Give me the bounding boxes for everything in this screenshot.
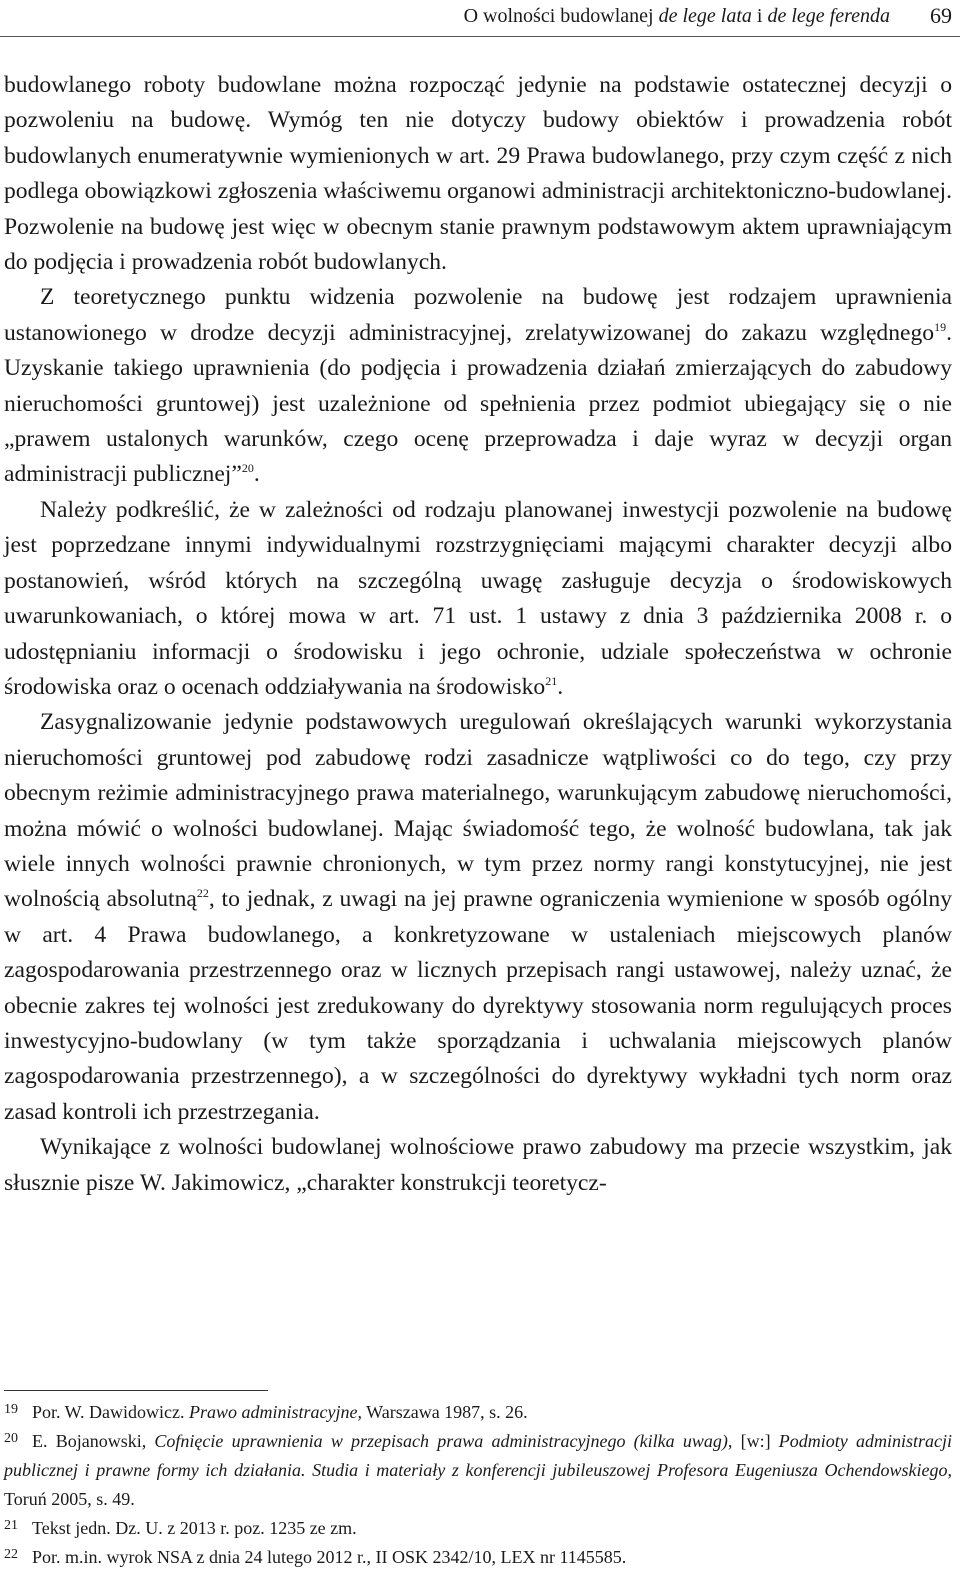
footnote-text: Por. m.in. wyrok NSA z dnia 24 lutego 2012 r., II OSK 2342/10, LEX nr 1145585. <box>32 1547 627 1567</box>
footnote-ref-21[interactable]: 21 <box>545 673 558 688</box>
header-rule <box>0 36 960 37</box>
running-header <box>0 2 960 30</box>
paragraph-text: Należy podkreślić, że w zależności od rodzaju planowanej inwestycji pozwolenie na budowę jest poprzedzane innymi indywidualnymi rozstrzygnięciami mającymi charakter decyzji albo postanowień, wśród których na szczególną uwagę zasługuje decyzja o środowiskowych uwarunkowaniach, o której mowa w art. 71 ust. 1 ustawy z dnia 3 października 2008 r. o udostępnianiu informacji o środowisku i jego ochronie, udziale społeczeństwa w ochronie środowiska oraz o ocenach oddziaływania na środowisko <box>4 496 952 700</box>
running-title-italic: de lege lata <box>658 5 752 27</box>
footnote-text: E. Bojanowski, <box>32 1431 155 1451</box>
footnotes <box>4 1398 952 1572</box>
footnote-title: Podmioty administracji publicznej i prawne formy ich działania. Studia i materiały z konferencji jubileuszowej Profesora Eugeniusza Ochendowskiego <box>4 1431 952 1480</box>
footnote-text: , Warszawa 1987, s. 26. <box>357 1402 528 1422</box>
footnote-21: 21 Tekst jedn. Dz. U. z 2013 r. poz. 1235 ze zm. <box>4 1518 357 1538</box>
running-title-italic: de lege ferenda <box>767 5 890 27</box>
running-title <box>464 2 890 30</box>
footnote-rule <box>4 1390 268 1391</box>
footnote-ref-22[interactable]: 22 <box>196 886 209 901</box>
paragraph-text: . Uzyskanie takiego uprawnienia (do podjęcia i prowadzenia działań zmierzających do zabudowy nieruchomości gruntowej) jest uzależnione od spełnienia przez podmiot ubiegający się o nie „prawem ustalonych warunków, czego ocenę przeprowadza i daje wyraz w decyzji organ administracji publicznej” <box>4 319 952 488</box>
footnote-ref-19[interactable]: 19 <box>934 319 947 334</box>
running-title-part: O wolności budowlanej <box>463 5 654 27</box>
paragraph-3 <box>4 493 952 705</box>
footnote-22: 22 Por. m.in. wyrok NSA z dnia 24 lutego 2012 r., II OSK 2342/10, LEX nr 1145585. <box>4 1547 627 1567</box>
paragraph-text: . <box>557 673 564 700</box>
paragraph-text: . <box>253 461 260 488</box>
paragraph-text: , to jednak, z uwagi na jej prawne ograniczenia wymienione w sposób ogólny w art. 4 Prawa budowlanego, a konkretyzowane w ustaleniach miejscowych planów zagospodarowania przestrzennego oraz w licznych przepisach rangi ustawowej, należy uznać, że obecnie zakres tej wolności jest zredukowany do dyrektywy stosowania norm regulujących proces inwestycyjno-budowlany (w tym także sporządzania i uchwalania miejscowych planów zagospodarowania przestrzennego), a w szczególności do dyrektywy wykładni tych norm oraz zasad kontroli ich przestrzegania. <box>4 886 952 1125</box>
footnote-text: Por. W. Dawidowicz. <box>32 1402 189 1422</box>
paragraph-1: budowlanego roboty budowlane można rozpocząć jedynie na podstawie ostatecznej decyzji o pozwoleniu na budowę. Wymóg ten nie dotyczy budowy obiektów i prowadzenia robót budowlanych enumeratywnie wymienionych w art. 29 Prawa budowlanego, przy czym część z nich podlega obowiązkowi zgłoszenia właściwemu organowi administracji architektoniczno-budowlanej. Pozwolenie na budowę jest więc w obecnym stanie prawnym podstawowym aktem uprawniającym do podjęcia i prowadzenia robót budowlanych. <box>4 72 952 276</box>
paragraph-4 <box>4 705 952 1130</box>
paragraph-5: Wynikające z wolności budowlanej wolnościowe prawo zabudowy ma przecie wszystkim, jak słusznie pisze W. Jakimowicz, „charakter konstrukcji teoretycz- <box>4 1134 952 1196</box>
footnote-20: 20 E. Bojanowski, Cofnięcie uprawnienia w przepisach prawa administracyjnego (kilka uwag), [w:] Podmioty administracji publicznej i prawne formy ich działania. Studia i materiały z konferencji jubileuszowej Profesora Eugeniusza Ochendowskiego, Toruń 2005, s. 49. <box>4 1431 952 1509</box>
main-text <box>4 68 952 1201</box>
paragraph-text: Zasygnalizowanie jedynie podstawowych uregulowań określających warunki wykorzystania nieruchomości gruntowej pod zabudowę rodzi zasadnicze wątpliwości co do tego, czy przy obecnym reżimie administracyjnego prawa materialnego, warunkującym zabudowę nieruchomości, można mówić o wolności budowlanej. Mając świadomość tego, że wolność budowlana, tak jak wiele innych wolności prawnie chronionych, w tym przez normy rangi konstytucyjnej, nie jest wolnością absolutną <box>4 709 952 913</box>
page-number: 69 <box>930 3 952 28</box>
paragraph-text: Z teoretycznego punktu widzenia pozwolenie na budowę jest rodzajem uprawnienia ustanowionego w drodze decyzji administracyjnej, zrelatywizowanej do zakazu względnego <box>4 284 952 346</box>
footnote-title: Prawo administracyjne <box>189 1402 358 1422</box>
footnote-text: , [w:] <box>727 1431 779 1451</box>
running-title-part: i <box>756 5 763 27</box>
footnote-ref-20[interactable]: 20 <box>241 461 254 476</box>
footnote-text: , Toruń 2005, s. 49. <box>4 1460 952 1509</box>
footnote-title: Cofnięcie uprawnienia w przepisach prawa administracyjnego (kilka uwag) <box>154 1431 728 1451</box>
footnote-text: Tekst jedn. Dz. U. z 2013 r. poz. 1235 ze zm. <box>32 1518 357 1538</box>
footnote-19: 19 Por. W. Dawidowicz. Prawo administracyjne, Warszawa 1987, s. 26. <box>4 1402 528 1422</box>
paragraph-2 <box>4 280 952 492</box>
